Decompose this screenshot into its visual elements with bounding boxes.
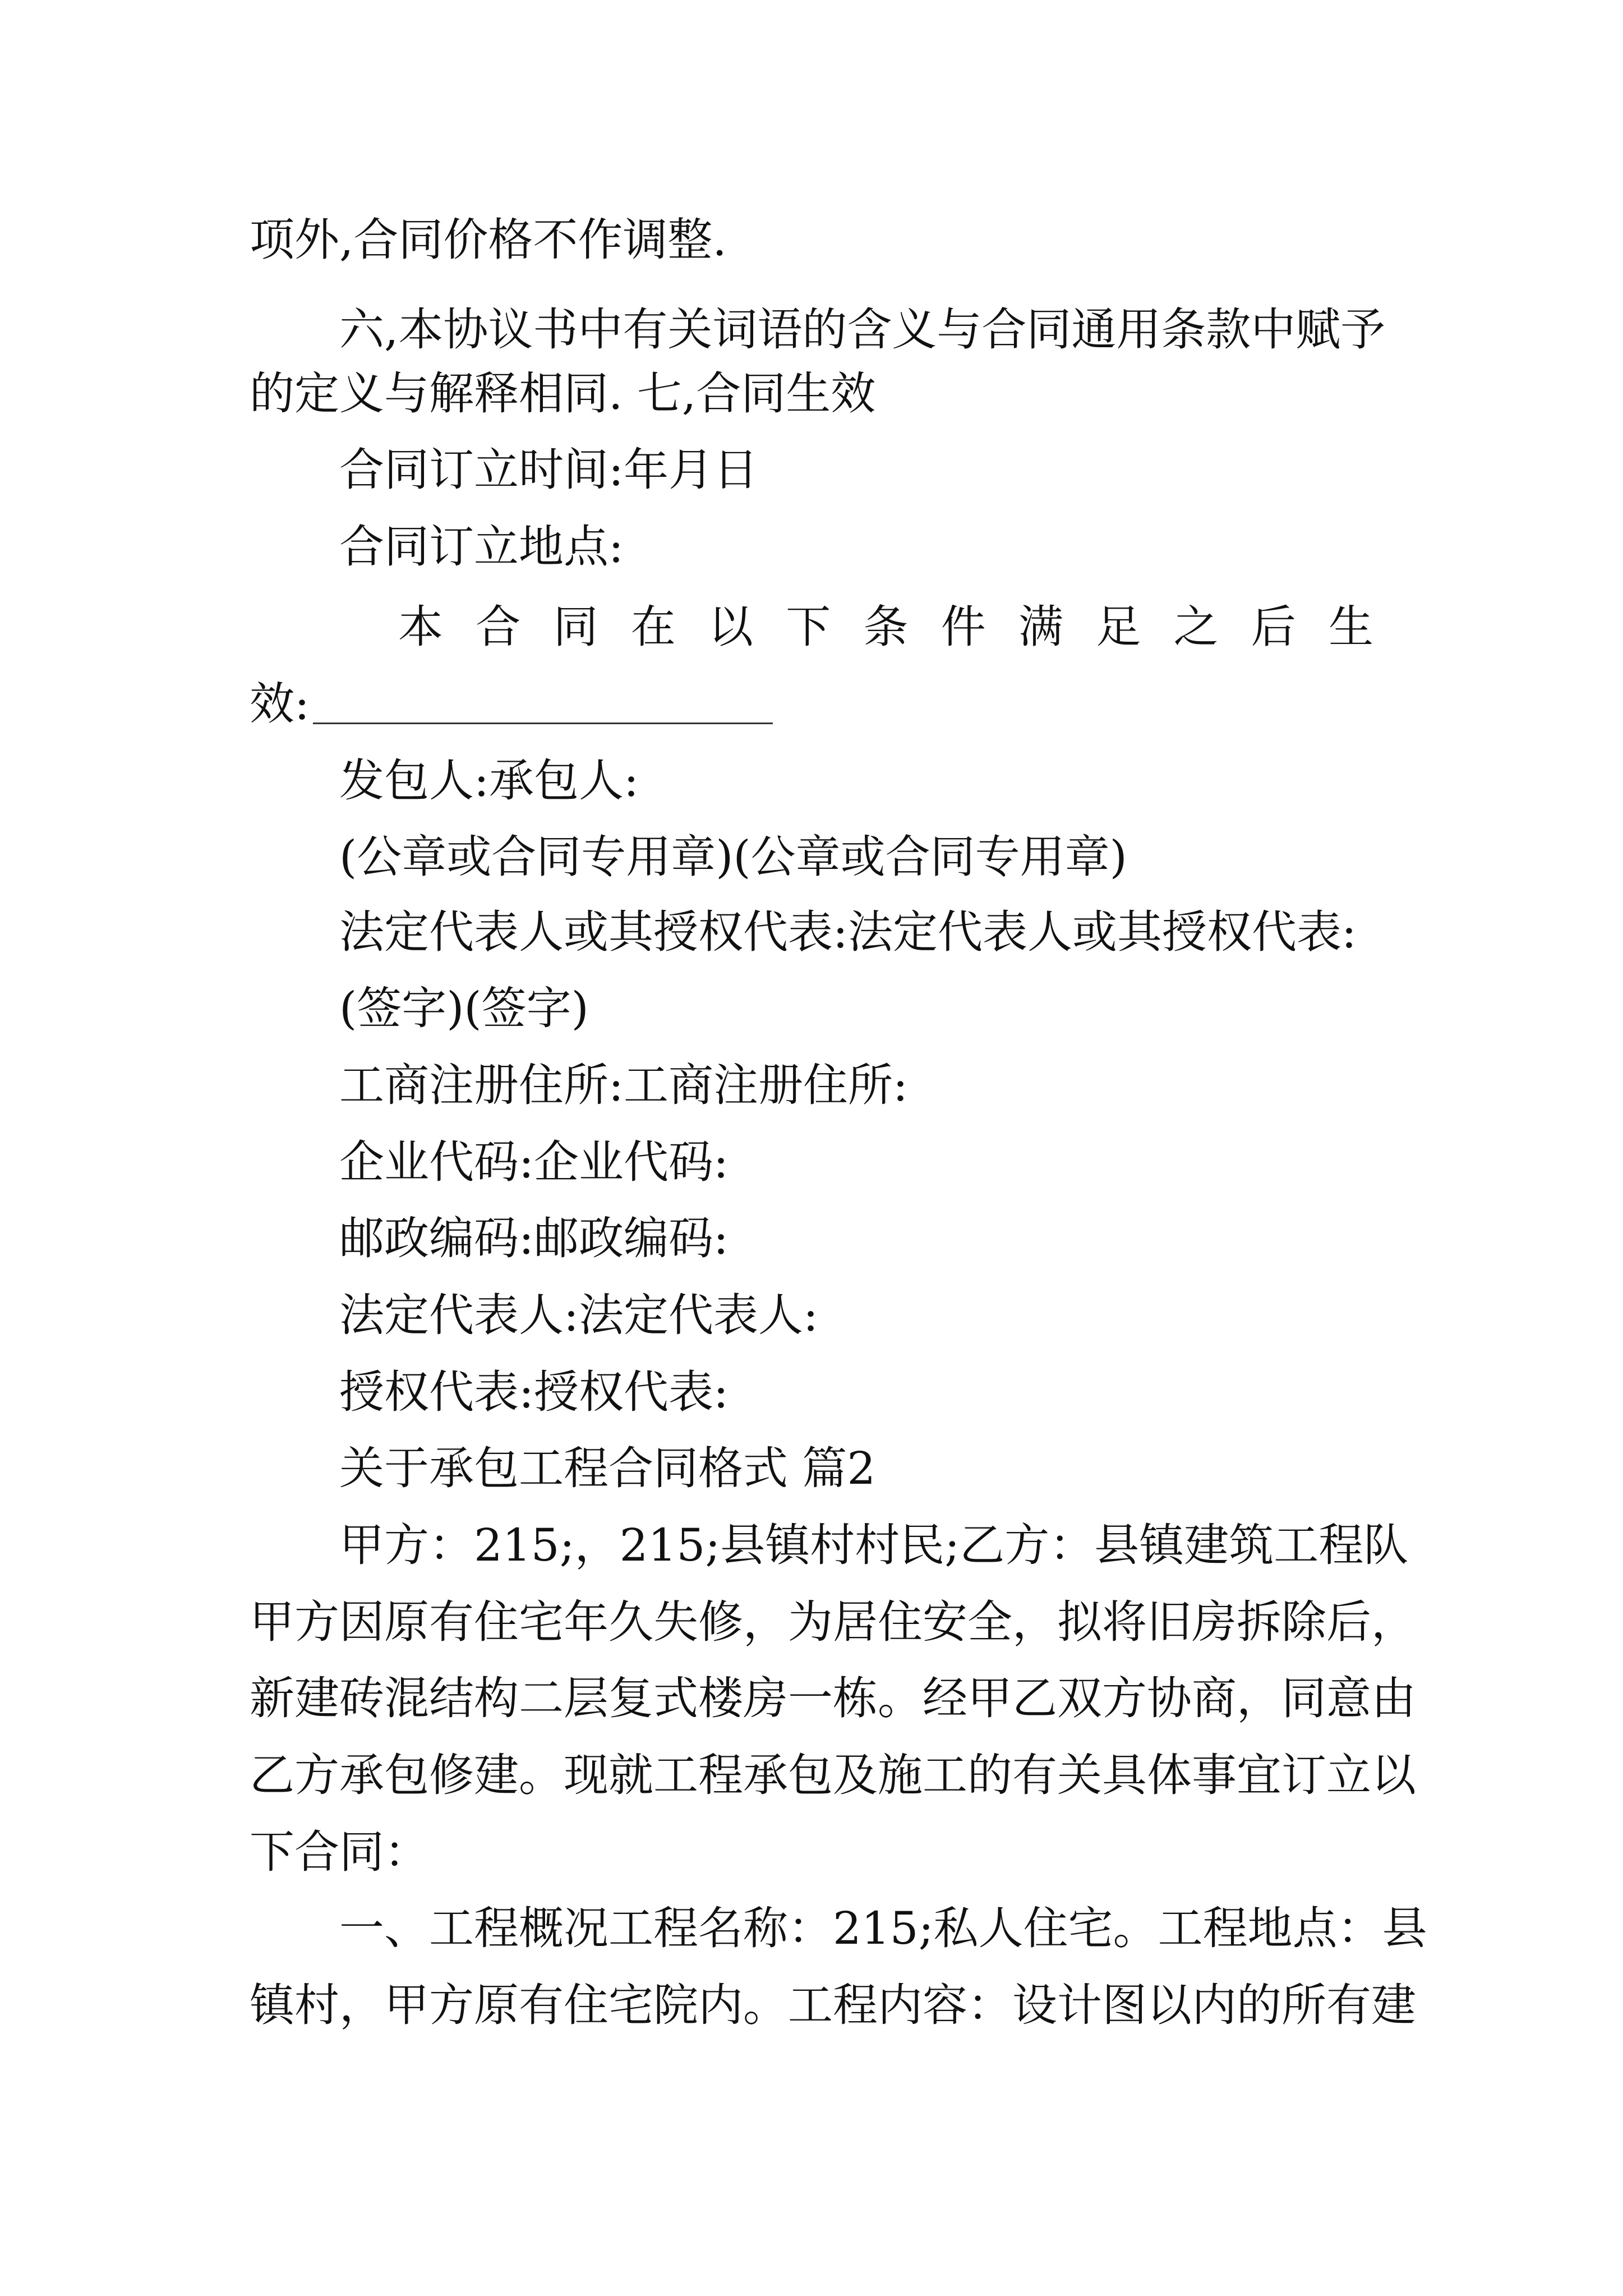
text-line: 甲方：215;，215;县镇村村民;乙方：县镇建筑工程队 bbox=[339, 1519, 1409, 1571]
text-char: 后 bbox=[1251, 601, 1296, 653]
text-line-with-blank bbox=[250, 676, 773, 732]
text-line: 甲方因原有住宅年久失修，为居住安全，拟将旧房拆除后， bbox=[250, 1596, 1416, 1648]
text-char: 之 bbox=[1173, 601, 1219, 653]
text-fragment: 效: bbox=[250, 678, 310, 730]
text-line: 合同订立地点: bbox=[339, 521, 624, 573]
text-char: 满 bbox=[1018, 601, 1063, 653]
text-char: 条 bbox=[863, 601, 909, 653]
text-char: 在 bbox=[630, 601, 676, 653]
text-line: 企业代码:企业代码: bbox=[339, 1136, 728, 1188]
text-char: 本 bbox=[398, 601, 443, 653]
text-line: 镇村，甲方原有住宅院内。工程内容：设计图以内的所有建 bbox=[250, 1979, 1416, 2031]
text-line: 合同订立时间:年月日 bbox=[339, 444, 758, 496]
text-char: 同 bbox=[553, 601, 598, 653]
text-line: 法定代表人或其授权代表:法定代表人或其授权代表: bbox=[339, 906, 1357, 958]
text-line: (公章或合同专用章)(公章或合同专用章) bbox=[339, 831, 1127, 883]
justified-text-line bbox=[398, 599, 1373, 655]
text-char: 足 bbox=[1096, 601, 1141, 653]
text-line: 乙方承包修建。现就工程承包及施工的有关具体事宜订立以 bbox=[250, 1749, 1416, 1801]
text-line: 发包人:承包人: bbox=[339, 754, 639, 807]
text-line: 邮政编码:邮政编码: bbox=[339, 1212, 728, 1264]
text-line: 法定代表人:法定代表人: bbox=[339, 1289, 818, 1341]
text-char: 下 bbox=[786, 601, 831, 653]
text-line: (签字)(签字) bbox=[339, 982, 589, 1034]
text-char: 以 bbox=[708, 601, 753, 653]
text-line: 的定义与解释相同. 七,合同生效 bbox=[250, 367, 876, 420]
text-line: 一、工程概况工程名称：215;私人住宅。工程地点：县 bbox=[339, 1902, 1427, 1954]
text-line: 六,本协议书中有关词语的含义与合同通用条款中赋予 bbox=[339, 303, 1386, 356]
text-line: 下合同： bbox=[250, 1826, 429, 1878]
text-char: 件 bbox=[940, 601, 986, 653]
fill-in-blank-underline bbox=[313, 723, 773, 724]
text-line: 项外,合同价格不作调整. bbox=[250, 214, 727, 266]
text-line: 授权代表:授权代表: bbox=[339, 1366, 728, 1418]
text-line: 新建砖混结构二层复式楼房一栋。经甲乙双方协商，同意由 bbox=[250, 1672, 1416, 1724]
text-line: 工商注册住所:工商注册住所: bbox=[339, 1059, 908, 1111]
text-char: 合 bbox=[476, 601, 521, 653]
section-heading: 关于承包工程合同格式 篇2 bbox=[339, 1442, 876, 1494]
text-char: 生 bbox=[1329, 601, 1373, 653]
